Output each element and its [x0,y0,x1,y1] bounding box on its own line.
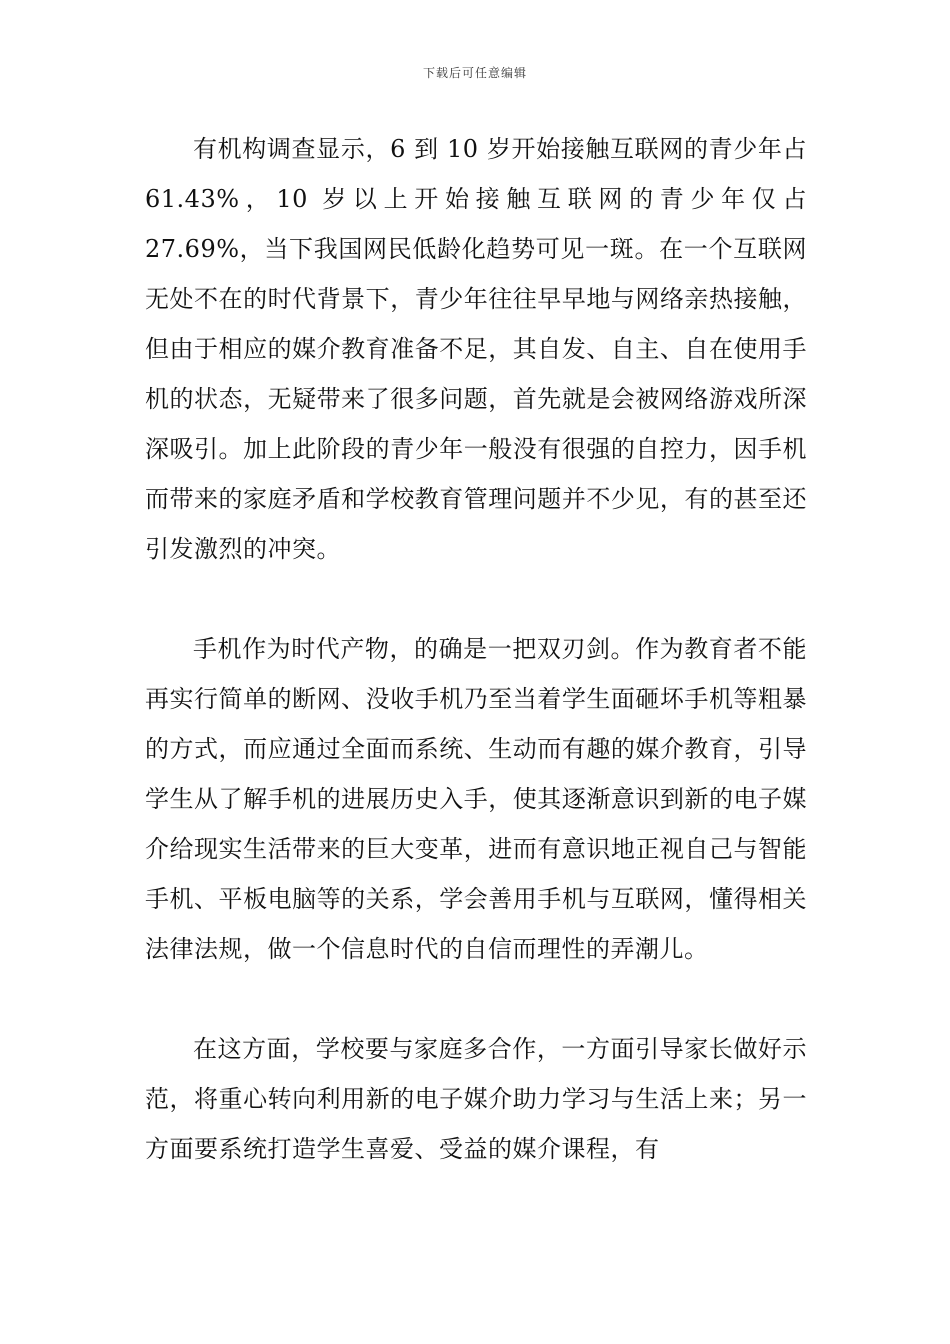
paragraph-1: 有机构调查显示，6 到 10 岁开始接触互联网的青少年占 61.43%，10 岁以上开始接触互联网的青少年仅占 27.69%，当下我国网民低龄化趋势可见一斑。在一个互联网无处不在的时代背景下，青少年往往早早地与网络亲热接触，但由于相应的媒介教育准备不足，其自发、自主、自在使用手机的状态，无疑带来了很多问题，首先就是会被网络游戏所深深吸引。加上此阶段的青少年一般没有很强的自控力，因手机而带来的家庭矛盾和学校教育管理问题并不少见，有的甚至还引发激烈的冲突。 [145,135,807,563]
header-note: 下载后可任意编辑 [422,66,527,80]
paragraph-3: 在这方面，学校要与家庭多合作，一方面引导家长做好示范，将重心转向利用新的电子媒介助力学习与生活上来；另一方面要系统打造学生喜爱、受益的媒介课程，有 [145,1035,807,1163]
body-text [145,124,807,1174]
paragraph-2: 手机作为时代产物，的确是一把双刃剑。作为教育者不能再实行简单的断网、没收手机乃至当着学生面砸坏手机等粗暴的方式，而应通过全面而系统、生动而有趣的媒介教育，引导学生从了解手机的进展历史入手，使其逐渐意识到新的电子媒介给现实生活带来的巨大变革，进而有意识地正视自己与智能手机、平板电脑等的关系，学会善用手机与互联网，懂得相关法律法规，做一个信息时代的自信而理性的弄潮儿。 [145,635,807,963]
